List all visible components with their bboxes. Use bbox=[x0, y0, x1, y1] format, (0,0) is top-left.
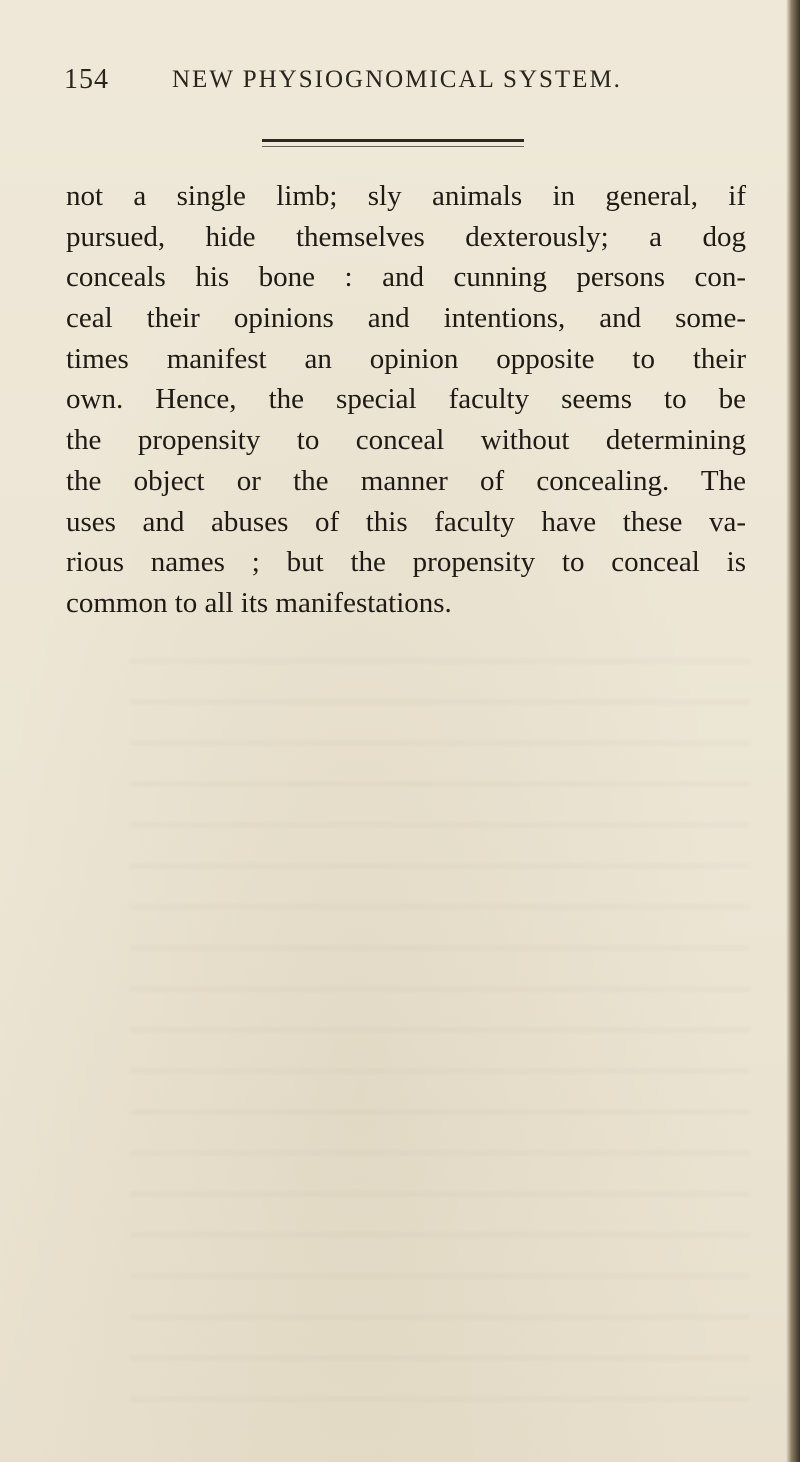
text-line: times manifest an opinion opposite to their bbox=[66, 342, 746, 375]
text-line: conceals his bone : and cunning persons con- bbox=[66, 261, 746, 294]
text-line: rious names ; but the propensity to conceal is bbox=[66, 546, 746, 579]
page-edge-shadow bbox=[786, 0, 800, 1462]
text-line: ceal their opinions and intentions, and some- bbox=[66, 302, 746, 335]
body-paragraph bbox=[66, 176, 746, 624]
text-line: common to all its manifestations. bbox=[66, 586, 452, 619]
page-number: 154 bbox=[64, 64, 109, 95]
show-through-texture bbox=[130, 660, 750, 1420]
text-line: the object or the manner of concealing. The bbox=[66, 464, 746, 497]
text-line: pursued, hide themselves dexterously; a dog bbox=[66, 220, 746, 253]
running-head: NEW PHYSIOGNOMICAL SYSTEM. bbox=[172, 66, 622, 93]
text-line: not a single limb; sly animals in general, if bbox=[66, 180, 746, 212]
text-line: own. Hence, the special faculty seems to be bbox=[66, 383, 746, 416]
text-line: the propensity to conceal without determining bbox=[66, 424, 746, 457]
header-rule-thin bbox=[262, 146, 524, 147]
header-rule bbox=[262, 139, 524, 142]
text-line: uses and abuses of this faculty have these va- bbox=[66, 505, 746, 538]
page-header bbox=[64, 64, 644, 104]
